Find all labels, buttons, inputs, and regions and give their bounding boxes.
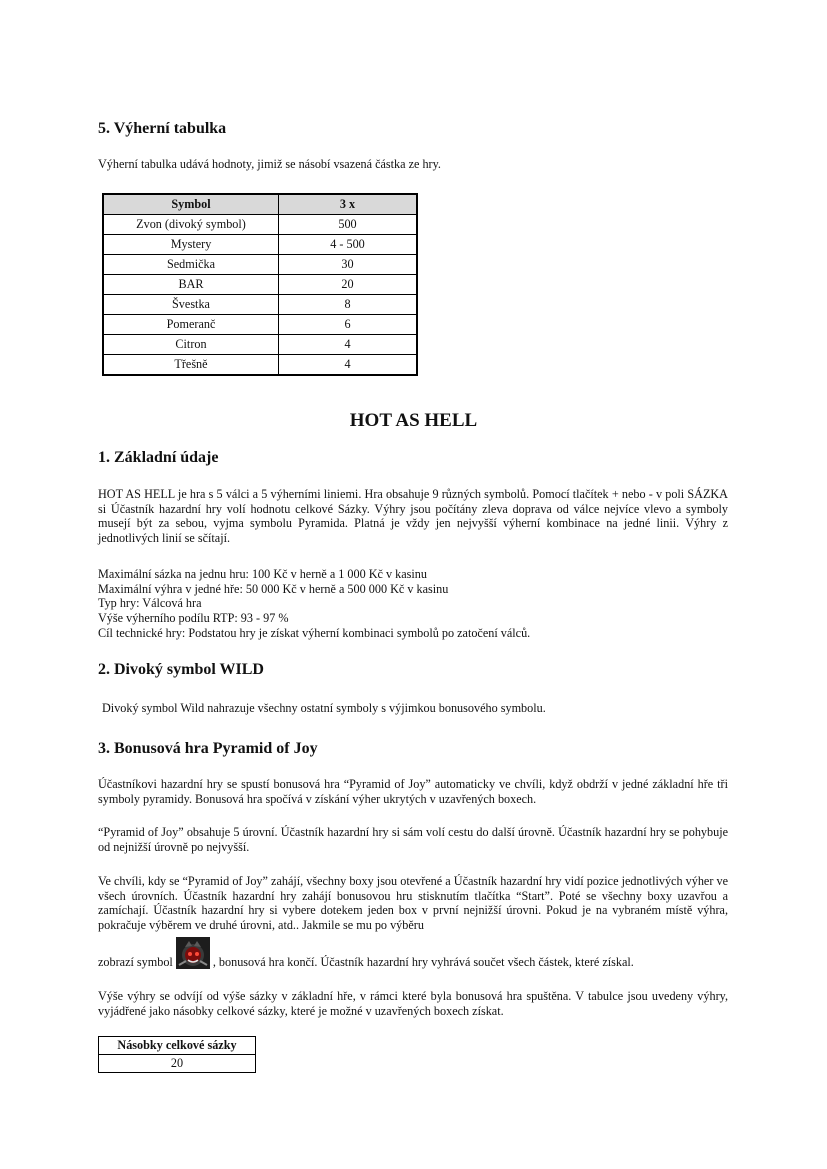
section3-paragraph-3: Ve chvíli, kdy se “Pyramid of Joy” zahájí, všechny boxy jsou otevřené a Účastník hazardní hry vidí pozice jednotlivých výher ve všech úrovních. Účastník hazardní hry zahájí bonusovou hru stisknutím tlačítka “Start”. Poté se všechny boxy uzavřou a zamíchají. Účastník hazardní hry si vybere dotekem jeden box v první nejnižší úrovni. Pokud je na vybraném místě výhra, pokračuje výběrem ve druhé úrovni, atd.. Jakmile se mu po výběru <box>98 874 728 932</box>
section2-heading: 2. Divoký symbol WILD <box>98 661 264 678</box>
symbol-cell: Mystery <box>103 235 279 255</box>
paytable-header-symbol: Symbol <box>103 194 279 215</box>
section1-paragraph: HOT AS HELL je hra s 5 válci a 5 výherními liniemi. Hra obsahuje 9 různých symbolů. Pomocí tlačítek + nebo - v poli SÁZKA si Účastník hazardní hry volí hodnotu celkové Sázky. Výhry jsou počítány zleva doprava od válce nejvíce vlevo a symboly musejí být za sebou, vyjma symbolu Pyramida. Platná je vždy jen nejvyšší výherní kombinace na jedné linii. Výhry z jednotlivých linií se sčítají. <box>98 487 728 545</box>
symbol-cell: Sedmička <box>103 255 279 275</box>
section2-paragraph: Divoký symbol Wild nahrazuje všechny ostatní symboly s výjimkou bonusového symbolu. <box>102 701 546 715</box>
section3-symbol-line <box>98 937 738 978</box>
multiplier-table <box>98 1036 256 1073</box>
symbol-cell: Třešně <box>103 355 279 376</box>
table-row <box>103 255 417 275</box>
section3-paragraph-4: Výše výhry se odvíjí od výše sázky v základní hře, v rámci které byla bonusová hra spuštěna. V tabulce jsou uvedeny výhry, vyjádřené jako násobky celkové sázky, které je možné v uzavřených boxech získat. <box>98 989 728 1018</box>
multiplier-header: Násobky celkové sázky <box>99 1037 256 1055</box>
paytable-header-multiplier: 3 x <box>279 194 418 215</box>
symbol-line-after: , bonusová hra končí. Účastník hazardní hry vyhrává součet všech částek, které získal. <box>212 955 634 969</box>
fact-rtp: Výše výherního podílu RTP: 93 - 97 % <box>98 611 289 626</box>
table-row <box>103 355 417 376</box>
symbol-cell: BAR <box>103 275 279 295</box>
fact-game-type: Typ hry: Válcová hra <box>98 596 202 611</box>
table-row <box>103 275 417 295</box>
value-cell: 6 <box>279 315 418 335</box>
table-row <box>103 235 417 255</box>
multiplier-value: 20 <box>99 1055 256 1073</box>
section5-intro: Výherní tabulka udává hodnoty, jimiž se násobí vsazená částka ze hry. <box>98 157 441 171</box>
value-cell: 4 - 500 <box>279 235 418 255</box>
table-row <box>103 295 417 315</box>
section3-heading: 3. Bonusová hra Pyramid of Joy <box>98 740 318 757</box>
value-cell: 30 <box>279 255 418 275</box>
table-row <box>103 335 417 355</box>
value-cell: 4 <box>279 335 418 355</box>
section3-paragraph-2: “Pyramid of Joy” obsahuje 5 úrovní. Účastník hazardní hry si sám volí cestu do další úrovně. Účastník hazardní hry se pohybuje od nejnižší úrovně po nejvyšší. <box>98 825 728 854</box>
section1-heading: 1. Základní údaje <box>98 449 219 466</box>
multiplier-header-row <box>99 1037 256 1055</box>
game-title: HOT AS HELL <box>349 410 478 431</box>
section5-heading: 5. Výherní tabulka <box>98 120 227 137</box>
paytable <box>102 193 418 376</box>
symbol-cell: Švestka <box>103 295 279 315</box>
symbol-cell: Pomeranč <box>103 315 279 335</box>
section1-facts <box>98 567 738 641</box>
multiplier-value-row <box>99 1055 256 1073</box>
symbol-line-before: zobrazí symbol <box>98 955 173 969</box>
fact-goal: Cíl technické hry: Podstatou hry je získat výherní kombinaci symbolů po zatočení válců. <box>98 625 531 640</box>
bomb-symbol-icon <box>176 937 210 969</box>
symbol-cell: Citron <box>103 335 279 355</box>
paytable-header-row <box>103 194 417 215</box>
table-row <box>103 215 417 235</box>
value-cell: 500 <box>279 215 418 235</box>
value-cell: 4 <box>279 355 418 376</box>
symbol-cell: Zvon (divoký symbol) <box>103 215 279 235</box>
value-cell: 20 <box>279 275 418 295</box>
fact-max-bet: Maximální sázka na jednu hru: 100 Kč v herně a 1 000 Kč v kasinu <box>98 567 427 581</box>
value-cell: 8 <box>279 295 418 315</box>
section3-paragraph-1: Účastníkovi hazardní hry se spustí bonusová hra “Pyramid of Joy” automaticky ve chvíli, když obdrží v jedné základní hře tři symboly pyramidy. Bonusová hra spočívá v získání výher ukrytých v uzavřených boxech. <box>98 777 728 806</box>
fact-max-win: Maximální výhra v jedné hře: 50 000 Kč v herně a 500 000 Kč v kasinu <box>98 581 449 596</box>
table-row <box>103 315 417 335</box>
